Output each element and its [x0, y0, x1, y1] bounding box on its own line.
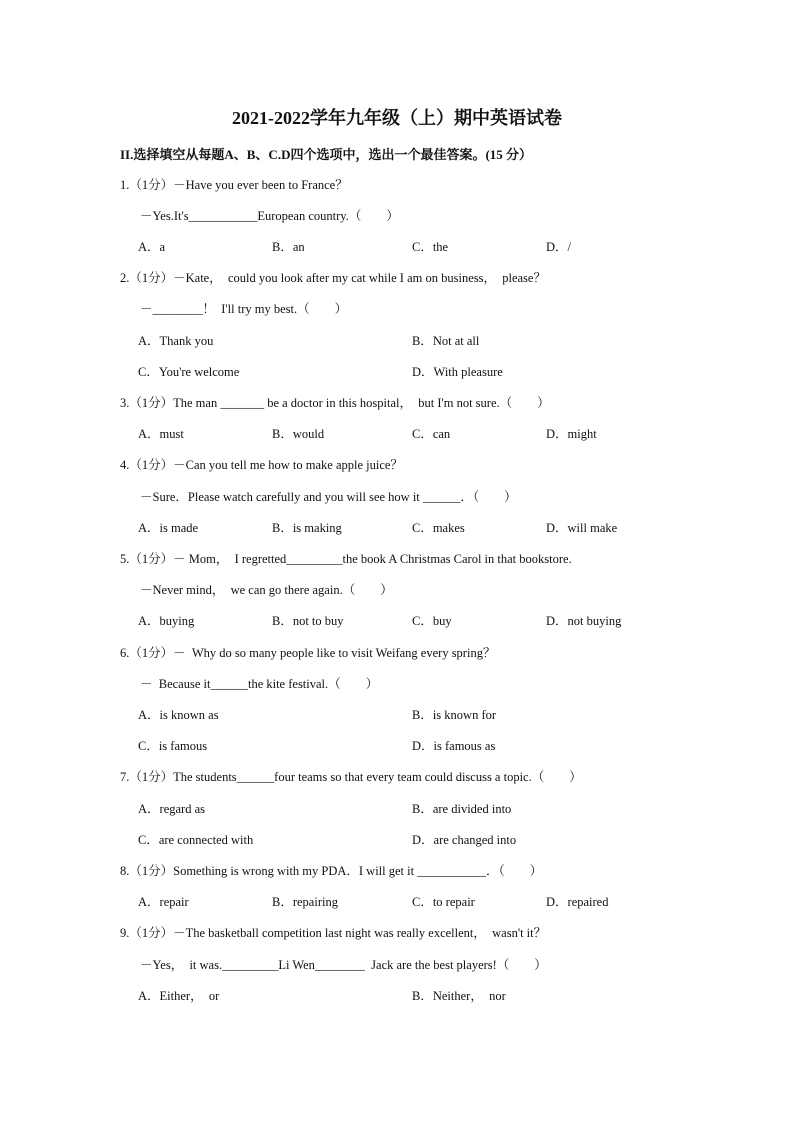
question-2-option-b: B．Not at all [412, 334, 480, 348]
question-7-stem: 7.（1分）The students______four teams so that every team could discuss a topic.（ ） [120, 770, 582, 784]
question-8-option-b: B．repairing [272, 895, 338, 909]
question-7-option-a: A．regard as [138, 802, 205, 816]
question-1-option-a: A．a [138, 240, 166, 254]
question-1-stem: 1.（1分）－Have you ever been to France？ [120, 178, 348, 192]
question-6-option-a: A．is known as [138, 708, 219, 722]
question-7-option-b: B．are divided into [412, 802, 512, 816]
question-3-stem: 3.（1分）The man _______ be a doctor in this hospital， but I'm not sure.（ ） [120, 396, 550, 410]
question-9-option-b: B．Neither， nor [412, 989, 506, 1003]
question-8-stem: 8.（1分）Something is wrong with my PDA．I will get it ___________．（ ） [120, 864, 543, 878]
question-8-option-c: C．to repair [412, 895, 475, 909]
question-1-option-c: C．the [412, 240, 449, 254]
question-2-stem: 2.（1分）－Kate， could you look after my cat while I am on business， please？ [120, 271, 546, 285]
question-6-option-d: D．is famous as [412, 739, 496, 753]
question-9-option-a: A．Either， or [138, 989, 220, 1003]
question-4-option-a: A．is made [138, 521, 199, 535]
page-title: 2021-2022学年九年级（上）期中英语试卷 [232, 108, 562, 128]
question-5-option-a: A．buying [138, 614, 195, 628]
question-3-option-b: B．would [272, 427, 325, 441]
question-9-stem: 9.（1分）－The basketball competition last night was really excellent， wasn't it？ [120, 926, 547, 940]
question-3-option-d: D．might [546, 427, 597, 441]
question-2-option-a: A．Thank you [138, 334, 214, 348]
question-5-option-c: C．buy [412, 614, 452, 628]
question-5-reply: －Never mind， we can go there again.（ ） [140, 583, 393, 597]
question-9-reply: －Yes， it was._________Li Wen________ Jack are the best players!（ ） [140, 958, 547, 972]
question-5-stem: 5.（1分）－ Mom， I regretted_________the book A Christmas Carol in that bookstore. [120, 552, 572, 566]
question-5-option-b: B．not to buy [272, 614, 344, 628]
section-heading: II.选择填空从每题A、B、C.D四个选项中，选出一个最佳答案。(15 分） [120, 147, 533, 162]
question-2-option-c: C．You're welcome [138, 365, 240, 379]
question-6-stem: 6.（1分）－ Why do so many people like to visit Weifang every spring？ [120, 646, 496, 660]
question-1-option-b: B．an [272, 240, 305, 254]
question-3-option-a: A．must [138, 427, 184, 441]
question-3-option-c: C．can [412, 427, 451, 441]
question-6-option-c: C．is famous [138, 739, 208, 753]
question-4-option-b: B．is making [272, 521, 342, 535]
question-6-option-b: B．is known for [412, 708, 497, 722]
question-4-reply: －Sure．Please watch carefully and you will see how it ______．（ ） [140, 490, 517, 504]
question-1-option-d: D．/ [546, 240, 572, 254]
question-6-reply: － Because it______the kite festival.（ ） [140, 677, 379, 691]
question-2-reply: －________！ I'll try my best.（ ） [140, 302, 348, 316]
question-1-reply: －Yes.It's___________European country.（ ） [140, 209, 399, 223]
question-4-option-d: D．will make [546, 521, 618, 535]
question-7-option-d: D．are changed into [412, 833, 517, 847]
question-7-option-c: C．are connected with [138, 833, 254, 847]
question-4-option-c: C．makes [412, 521, 465, 535]
question-5-option-d: D．not buying [546, 614, 622, 628]
question-2-option-d: D．With pleasure [412, 365, 503, 379]
question-4-stem: 4.（1分）－Can you tell me how to make apple juice？ [120, 458, 403, 472]
question-8-option-a: A．repair [138, 895, 189, 909]
question-8-option-d: D．repaired [546, 895, 609, 909]
